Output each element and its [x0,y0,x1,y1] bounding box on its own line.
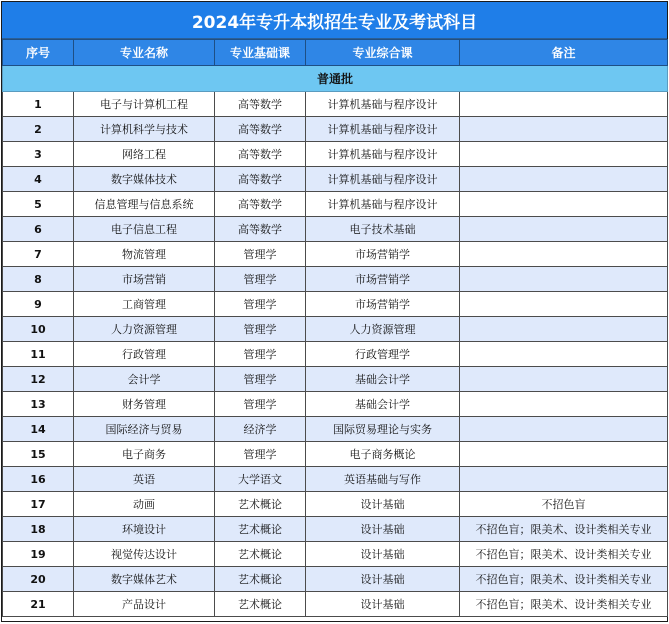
table-row [3,192,668,217]
row-comprehensive-course: 基础会计学 [306,367,460,392]
row-comprehensive-course: 设计基础 [306,517,460,542]
section-label: 普通批 [3,66,668,92]
table-row [3,442,668,467]
row-note: 不招色盲；限美术、设计类相关专业 [460,567,668,592]
header-row [3,40,668,66]
row-major: 物流管理 [74,242,215,267]
table-row [3,292,668,317]
row-base-course: 高等数学 [215,167,306,192]
row-comprehensive-course: 国际贸易理论与实务 [306,417,460,442]
row-base-course: 管理学 [215,292,306,317]
row-number: 1 [3,92,74,117]
row-major: 网络工程 [74,142,215,167]
row-number: 12 [3,367,74,392]
row-note [460,267,668,292]
row-note [460,192,668,217]
row-note [460,342,668,367]
row-comprehensive-course: 设计基础 [306,542,460,567]
row-note [460,167,668,192]
row-number: 9 [3,292,74,317]
row-number: 15 [3,442,74,467]
row-note [460,367,668,392]
row-major: 产品设计 [74,592,215,617]
row-base-course: 艺术概论 [215,567,306,592]
row-base-course: 艺术概论 [215,542,306,567]
table-row [3,567,668,592]
row-major: 信息管理与信息系统 [74,192,215,217]
row-base-course: 高等数学 [215,142,306,167]
row-base-course: 经济学 [215,417,306,442]
row-number: 10 [3,317,74,342]
row-base-course: 管理学 [215,267,306,292]
row-comprehensive-course: 计算机基础与程序设计 [306,117,460,142]
table-row [3,267,668,292]
row-number: 8 [3,267,74,292]
row-number: 20 [3,567,74,592]
row-note [460,142,668,167]
admission-table-card [1,1,668,622]
row-major: 工商管理 [74,292,215,317]
row-number: 17 [3,492,74,517]
row-comprehensive-course: 电子商务概论 [306,442,460,467]
row-note [460,242,668,267]
row-note [460,392,668,417]
row-comprehensive-course: 设计基础 [306,592,460,617]
table-title: 2024年专升本拟招生专业及考试科目 [2,2,667,39]
row-number: 7 [3,242,74,267]
header-notes: 备注 [460,40,668,66]
header-major: 专业名称 [74,40,215,66]
row-major: 会计学 [74,367,215,392]
row-note: 不招色盲；限美术、设计类相关专业 [460,542,668,567]
table-row [3,542,668,567]
row-major: 视觉传达设计 [74,542,215,567]
row-base-course: 高等数学 [215,192,306,217]
row-base-course: 艺术概论 [215,592,306,617]
row-comprehensive-course: 设计基础 [306,567,460,592]
row-base-course: 管理学 [215,367,306,392]
row-major: 英语 [74,467,215,492]
row-major: 国际经济与贸易 [74,417,215,442]
row-note: 不招色盲 [460,492,668,517]
row-major: 数字媒体技术 [74,167,215,192]
row-note [460,217,668,242]
row-note [460,317,668,342]
row-major: 动画 [74,492,215,517]
row-base-course: 艺术概论 [215,492,306,517]
row-base-course: 高等数学 [215,217,306,242]
row-note [460,292,668,317]
table-row [3,117,668,142]
row-base-course: 艺术概论 [215,517,306,542]
table-row [3,167,668,192]
table-row [3,92,668,117]
row-number: 21 [3,592,74,617]
row-note: 不招色盲；限美术、设计类相关专业 [460,517,668,542]
row-note [460,417,668,442]
row-number: 11 [3,342,74,367]
row-comprehensive-course: 电子技术基础 [306,217,460,242]
row-major: 人力资源管理 [74,317,215,342]
row-number: 3 [3,142,74,167]
row-number: 5 [3,192,74,217]
row-comprehensive-course: 计算机基础与程序设计 [306,167,460,192]
row-comprehensive-course: 计算机基础与程序设计 [306,192,460,217]
table-row [3,217,668,242]
row-comprehensive-course: 计算机基础与程序设计 [306,92,460,117]
row-number: 18 [3,517,74,542]
header-number: 序号 [3,40,74,66]
row-number: 14 [3,417,74,442]
majors-table [2,39,668,617]
row-major: 财务管理 [74,392,215,417]
row-note [460,442,668,467]
row-comprehensive-course: 行政管理学 [306,342,460,367]
row-base-course: 管理学 [215,342,306,367]
row-major: 电子商务 [74,442,215,467]
row-number: 13 [3,392,74,417]
row-comprehensive-course: 市场营销学 [306,242,460,267]
row-major: 行政管理 [74,342,215,367]
table-row [3,592,668,617]
table-row [3,142,668,167]
table-row [3,492,668,517]
table-row [3,242,668,267]
row-number: 4 [3,167,74,192]
row-number: 16 [3,467,74,492]
row-base-course: 大学语文 [215,467,306,492]
row-base-course: 高等数学 [215,92,306,117]
row-note [460,467,668,492]
row-major: 市场营销 [74,267,215,292]
header-comprehensive-course: 专业综合课 [306,40,460,66]
table-row [3,367,668,392]
row-base-course: 管理学 [215,392,306,417]
row-note: 不招色盲；限美术、设计类相关专业 [460,592,668,617]
row-note [460,92,668,117]
header-base-course: 专业基础课 [215,40,306,66]
row-comprehensive-course: 市场营销学 [306,267,460,292]
row-number: 2 [3,117,74,142]
row-major: 环境设计 [74,517,215,542]
row-number: 6 [3,217,74,242]
table-row [3,392,668,417]
row-major: 电子信息工程 [74,217,215,242]
row-base-course: 管理学 [215,317,306,342]
row-comprehensive-course: 人力资源管理 [306,317,460,342]
row-comprehensive-course: 计算机基础与程序设计 [306,142,460,167]
row-major: 数字媒体艺术 [74,567,215,592]
table-row [3,417,668,442]
table-row [3,317,668,342]
row-number: 19 [3,542,74,567]
row-major: 电子与计算机工程 [74,92,215,117]
section-row [3,66,668,92]
row-comprehensive-course: 设计基础 [306,492,460,517]
row-comprehensive-course: 英语基础与写作 [306,467,460,492]
row-comprehensive-course: 市场营销学 [306,292,460,317]
row-base-course: 管理学 [215,442,306,467]
table-row [3,342,668,367]
row-base-course: 高等数学 [215,117,306,142]
row-major: 计算机科学与技术 [74,117,215,142]
table-row [3,467,668,492]
row-note [460,117,668,142]
row-base-course: 管理学 [215,242,306,267]
table-row [3,517,668,542]
row-comprehensive-course: 基础会计学 [306,392,460,417]
